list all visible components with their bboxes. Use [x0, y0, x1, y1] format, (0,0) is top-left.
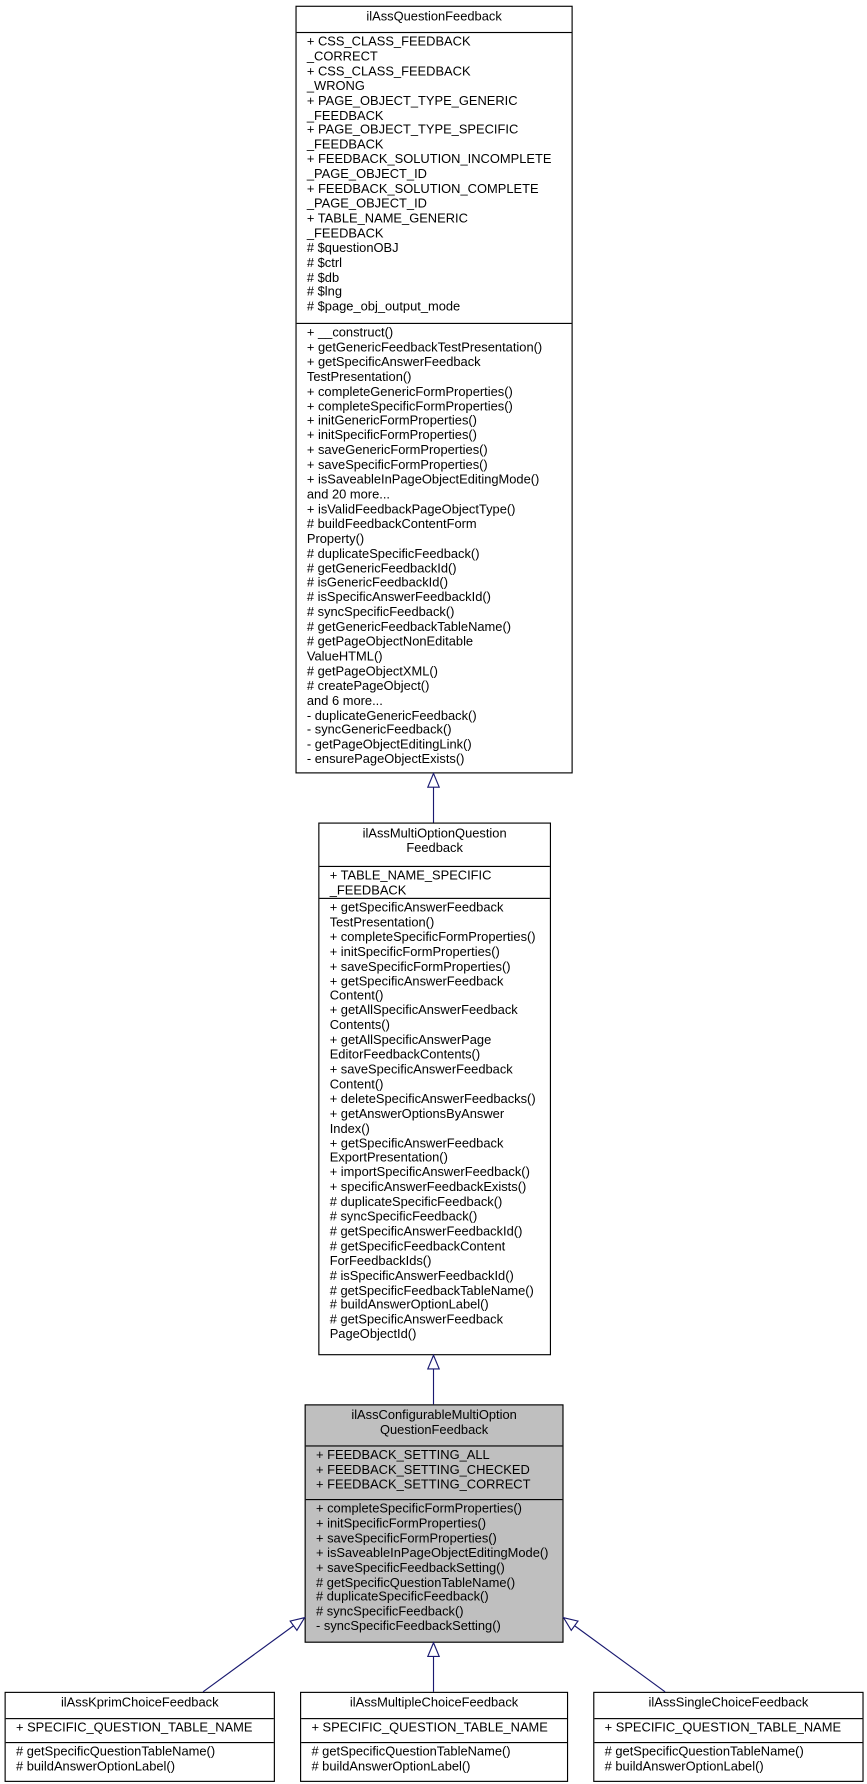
class-method-line: + initSpecificFormProperties() [329, 945, 500, 960]
class-method-line: # buildAnswerOptionLabel() [329, 1298, 489, 1313]
class-method-line: # getGenericFeedbackTableName() [306, 620, 512, 635]
class-method-line: # syncSpecificFeedback() [316, 1605, 464, 1620]
class-attribute-line: # $questionOBJ [306, 241, 399, 256]
class-method-line: - ensurePageObjectExists() [306, 753, 465, 767]
class-attribute-line: _FEEDBACK [306, 138, 384, 153]
class-attribute-line: # $db [306, 270, 340, 285]
class-method-line: + getSpecificAnswerFeedback [306, 355, 481, 370]
class-method-line: # duplicateSpecificFeedback() [306, 547, 480, 561]
class-method-line: + getAllSpecificAnswerPage [329, 1033, 492, 1048]
class-attribute-line: + FEEDBACK_SOLUTION_INCOMPLETE [306, 153, 552, 167]
class-method-line: and 20 more... [306, 488, 390, 502]
class-method-line: + completeSpecificFormProperties() [306, 399, 513, 414]
class-method-line: - duplicateGenericFeedback() [306, 709, 477, 723]
class-method-line: + isSaveableInPageObjectEditingMode() [316, 1546, 549, 1561]
class-method-line: # getGenericFeedbackId() [306, 561, 457, 576]
class-method-line: ExportPresentation() [329, 1151, 448, 1166]
class-attribute-line: + FEEDBACK_SETTING_CHECKED [316, 1463, 530, 1478]
class-method-line: and 6 more... [306, 694, 383, 709]
class-method-line: # buildAnswerOptionLabel() [604, 1760, 764, 1774]
class-method-line: + getSpecificAnswerFeedback [329, 901, 504, 915]
inheritance-line [575, 1626, 665, 1692]
class-attribute-line: _FEEDBACK [329, 884, 407, 898]
class-method-line: Content() [329, 1077, 384, 1092]
class-method-line: # getPageObjectNonEditable [306, 635, 474, 650]
class-title-line: ilAssKprimChoiceFeedback [60, 1696, 219, 1711]
class-attribute-line: + SPECIFIC_QUESTION_TABLE_NAME [15, 1721, 253, 1736]
class-method-line: # isSpecificAnswerFeedbackId() [306, 591, 491, 605]
class-title-line: ilAssQuestionFeedback [366, 10, 502, 24]
class-method-line: + saveSpecificAnswerFeedback [329, 1063, 513, 1077]
class-method-line: + saveSpecificFormProperties() [316, 1531, 497, 1546]
class-method-line: + specificAnswerFeedbackExists() [329, 1180, 527, 1195]
class-method-line: + initSpecificFormProperties() [306, 429, 477, 444]
class-attribute-line: + PAGE_OBJECT_TYPE_GENERIC [306, 94, 518, 108]
class-method-line: # duplicateSpecificFeedback() [316, 1590, 489, 1605]
class-attribute-line: # $ctrl [306, 256, 342, 270]
class-method-line: + completeGenericFormProperties() [306, 385, 513, 399]
class-method-line: + initGenericFormProperties() [306, 414, 477, 429]
class-method-line: Property() [306, 532, 365, 547]
class-method-line: # duplicateSpecificFeedback() [329, 1195, 503, 1210]
class-attribute-line: + PAGE_OBJECT_TYPE_SPECIFIC [306, 123, 519, 138]
class-method-line: # getSpecificQuestionTableName() [604, 1745, 804, 1760]
class-method-line: + getAnswerOptionsByAnswer [329, 1107, 505, 1122]
class-method-line: + saveSpecificFormProperties() [329, 960, 511, 974]
class-method-line: # getSpecificFeedbackTableName() [329, 1284, 534, 1298]
class-method-line: + completeSpecificFormProperties() [316, 1502, 522, 1517]
class-attribute-line: _CORRECT [306, 50, 378, 64]
class-method-line: Index() [329, 1122, 370, 1136]
class-attribute-line: + FEEDBACK_SETTING_CORRECT [316, 1478, 531, 1492]
class-method-line: + deleteSpecificAnswerFeedbacks() [329, 1092, 536, 1107]
inheritance-arrowhead-icon [290, 1618, 304, 1631]
class-attribute-line: + SPECIFIC_QUESTION_TABLE_NAME [604, 1721, 842, 1736]
class-attribute-line: + TABLE_NAME_SPECIFIC [329, 869, 492, 883]
class-attribute-line: _FEEDBACK [306, 226, 384, 241]
class-method-line: # getPageObjectXML() [306, 664, 438, 679]
inheritance-arrowhead-icon [428, 1355, 439, 1369]
class-method-line: # getSpecificQuestionTableName() [316, 1576, 516, 1590]
class-method-line: # syncSpecificFeedback() [329, 1210, 478, 1225]
class-title-line: ilAssConfigurableMultiOption [351, 1408, 517, 1423]
class-method-line: ValueHTML() [306, 650, 383, 664]
class-method-line: EditorFeedbackContents() [329, 1048, 481, 1063]
class-attribute-line: + SPECIFIC_QUESTION_TABLE_NAME [311, 1721, 548, 1736]
class-method-line: # getSpecificAnswerFeedback [329, 1313, 504, 1328]
class-method-line: + isValidFeedbackPageObjectType() [306, 502, 516, 517]
class-method-line: # isSpecificAnswerFeedbackId() [329, 1269, 514, 1284]
class-method-line: + getAllSpecificAnswerFeedback [329, 1004, 518, 1018]
class-method-line: ForFeedbackIds() [329, 1254, 432, 1269]
class-attribute-line: _PAGE_OBJECT_ID [306, 197, 427, 212]
inheritance-arrowhead-icon [428, 773, 439, 787]
class-method-line: # getSpecificQuestionTableName() [15, 1745, 216, 1760]
class-method-line: # buildAnswerOptionLabel() [311, 1760, 471, 1774]
class-title-line: ilAssMultipleChoiceFeedback [349, 1696, 519, 1711]
class-method-line: PageObjectId() [329, 1328, 417, 1342]
class-method-line: # isGenericFeedbackId() [306, 576, 448, 591]
class-method-line: # createPageObject() [306, 679, 430, 694]
class-method-line: + completeSpecificFormProperties() [329, 930, 536, 945]
class-method-line: + importSpecificAnswerFeedback() [329, 1166, 530, 1180]
class-method-line: + saveSpecificFeedbackSetting() [316, 1561, 505, 1576]
class-attribute-line: + FEEDBACK_SOLUTION_COMPLETE [306, 182, 539, 197]
class-title-line: ilAssMultiOptionQuestion [362, 827, 507, 841]
class-method-line: + saveSpecificFormProperties() [306, 458, 488, 473]
class-method-line: # syncSpecificFeedback() [306, 606, 455, 620]
class-attribute-line: + CSS_CLASS_FEEDBACK [306, 35, 471, 50]
class-method-line: - syncGenericFeedback() [306, 723, 452, 738]
class-method-line: + isSaveableInPageObjectEditingMode() [306, 473, 540, 488]
inheritance-arrowhead-icon [428, 1643, 439, 1657]
inheritance-arrowhead-icon [564, 1618, 578, 1631]
inheritance-line [203, 1626, 293, 1692]
class-method-line: - syncSpecificFeedbackSetting() [316, 1620, 501, 1634]
class-method-line: TestPresentation() [306, 370, 412, 385]
class-attribute-line: _FEEDBACK [306, 108, 384, 123]
class-method-line: # getSpecificFeedbackContent [329, 1239, 506, 1254]
class-method-line: # buildAnswerOptionLabel() [15, 1760, 176, 1774]
class-attribute-line: + FEEDBACK_SETTING_ALL [316, 1448, 490, 1463]
class-method-line: + saveGenericFormProperties() [306, 444, 488, 458]
class-method-line: Content() [329, 989, 384, 1004]
class-method-line: Contents() [329, 1019, 390, 1033]
class-method-line: + getGenericFeedbackTestPresentation() [306, 340, 543, 355]
class-attribute-line: _PAGE_OBJECT_ID [306, 167, 427, 182]
class-attribute-line: # $lng [306, 285, 342, 300]
class-method-line: + initSpecificFormProperties() [316, 1517, 487, 1531]
class-attribute-line: + CSS_CLASS_FEEDBACK [306, 64, 471, 79]
class-attribute-line: # $page_obj_output_mode [306, 300, 461, 315]
class-attribute-line: _WRONG [306, 79, 365, 94]
class-title-line: QuestionFeedback [379, 1423, 489, 1438]
class-method-line: - getPageObjectEditingLink() [306, 738, 472, 753]
class-attribute-line: + TABLE_NAME_GENERIC [306, 212, 468, 226]
class-title-line: Feedback [406, 841, 463, 856]
class-method-line: + __construct() [306, 326, 394, 340]
class-method-line: # getSpecificQuestionTableName() [311, 1745, 511, 1760]
class-method-line: # getSpecificAnswerFeedbackId() [329, 1225, 523, 1239]
class-method-line: TestPresentation() [329, 915, 435, 930]
class-method-line: + getSpecificAnswerFeedback [329, 974, 504, 989]
class-method-line: + getSpecificAnswerFeedback [329, 1136, 504, 1151]
class-title-line: ilAssSingleChoiceFeedback [648, 1696, 809, 1711]
class-method-line: # buildFeedbackContentForm [306, 517, 477, 532]
